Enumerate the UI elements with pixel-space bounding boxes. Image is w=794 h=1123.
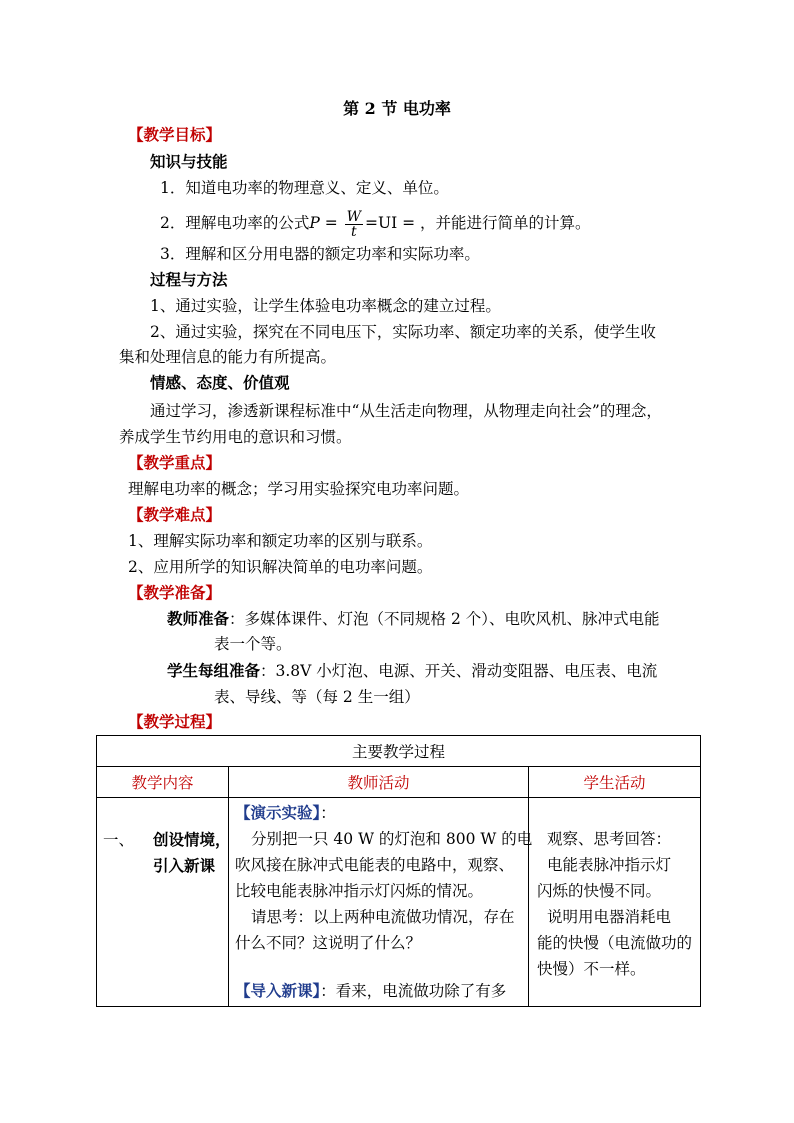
section-goals: 【教学目标】 [128, 125, 222, 144]
student-line-5: 能的快慢（电流做功的 [537, 934, 693, 952]
teaching-process-table [96, 735, 701, 1007]
row1-content-cell [97, 798, 229, 1007]
teacher-line-4: 请思考：以上两种电流做功情况，存在 [251, 908, 515, 926]
knowledge-item-2 [160, 208, 591, 239]
table-column-header-row [97, 767, 701, 798]
row1-teacher-cell [229, 798, 533, 1007]
demo-label: 【演示实验】 [235, 803, 321, 822]
section-process: 【教学过程】 [128, 712, 222, 731]
student-prep-text: ：3.8V 小灯泡、电源、开关、滑动变阻器、电压表、电流 [260, 662, 658, 680]
section-prep: 【教学准备】 [128, 583, 222, 602]
formula-denominator: t [351, 223, 357, 240]
values-line-1: 通过学习，渗透新课程标准中“从生活走向物理，从物理走向社会”的理念， [150, 402, 662, 420]
row1-content-line-1: 创设情境， [153, 830, 231, 849]
teacher-prep-label: 教师准备 [167, 609, 230, 628]
methods-item-1: 1、通过实验，让学生体验电功率概念的建立过程。 [150, 297, 501, 315]
table-main-header: 主要教学过程 [97, 736, 701, 767]
knowledge-item-2-suffix: =UI = ，并能进行简单的计算。 [365, 214, 591, 232]
teacher-line-2: 吹风接在脉冲式电能表的电路中，观察、 [235, 856, 515, 874]
values-line-2: 养成学生节约用电的意识和习惯。 [119, 428, 352, 446]
col-header-student: 学生活动 [529, 767, 701, 798]
knowledge-item-2-prefix: 2．理解电功率的公式 [160, 214, 310, 232]
teacher-line-5: 什么不同？这说明了什么？ [235, 934, 422, 952]
formula-eq: = [319, 214, 343, 232]
teacher-line-1: 分别把一只 40 W 的灯泡和 800 W 的电 [251, 830, 533, 848]
col-header-teacher: 教师活动 [229, 767, 529, 798]
intro-line [235, 978, 522, 1004]
key-point: 理解电功率的概念；学习用实验探究电功率问题。 [128, 480, 470, 498]
formula-fraction [345, 210, 363, 239]
row1-content-line-2: 引入新课 [153, 856, 216, 875]
methods-item-2-line-2: 集和处理信息的能力有所提高。 [119, 348, 337, 366]
row1-student-cell [529, 798, 701, 1007]
page-title: 第 2 节 电功率 [343, 99, 451, 118]
knowledge-item-3: 3．理解和区分用电器的额定功率和实际功率。 [160, 245, 480, 263]
formula-p: P [309, 214, 320, 232]
col-header-content: 教学内容 [97, 767, 229, 798]
difficult-point-1: 1、理解实际功率和额定功率的区别与联系。 [128, 532, 433, 550]
row1-content-number: 一、 [103, 831, 135, 849]
knowledge-item-1: 1．知道电功率的物理意义、定义、单位。 [160, 179, 449, 197]
student-prep-line-1 [167, 661, 657, 681]
methods-item-2-line-1: 2、通过实验，探究在不同电压下，实际功率、额定功率的关系，使学生收 [150, 323, 656, 341]
knowledge-heading: 知识与技能 [150, 152, 228, 171]
demo-colon: ： [320, 804, 336, 822]
teacher-prep-line-1 [167, 609, 659, 629]
intro-text: ：看来，电流做功除了有多 [320, 982, 507, 1000]
student-line-1: 观察、思考回答： [547, 830, 672, 848]
student-line-3: 闪烁的快慢不同。 [537, 882, 662, 900]
student-line-6: 快慢）不一样。 [537, 960, 646, 978]
methods-heading: 过程与方法 [150, 270, 228, 289]
teacher-prep-line-2: 表一个等。 [214, 635, 292, 653]
section-difficult: 【教学难点】 [128, 505, 222, 524]
table-main-header-row [97, 736, 701, 767]
section-key: 【教学重点】 [128, 453, 222, 472]
formula-numerator: W [346, 208, 362, 225]
student-line-2: 电能表脉冲指示灯 [547, 856, 672, 874]
teacher-line-3: 比较电能表脉冲指示灯闪烁的情况。 [235, 882, 484, 900]
student-line-4: 说明用电器消耗电 [547, 908, 672, 926]
teacher-prep-text: ：多媒体课件、灯泡（不同规格 2 个）、电吹风机、脉冲式电能 [229, 610, 660, 628]
table-row [97, 798, 701, 1007]
values-heading: 情感、态度、价值观 [150, 373, 290, 392]
difficult-point-2: 2、应用所学的知识解决简单的电功率问题。 [128, 558, 433, 576]
student-prep-label: 学生每组准备 [167, 661, 261, 680]
intro-label: 【导入新课】 [235, 981, 321, 1000]
demo-line [235, 800, 522, 826]
student-prep-line-2: 表、导线、等（每 2 生一组） [214, 688, 420, 706]
